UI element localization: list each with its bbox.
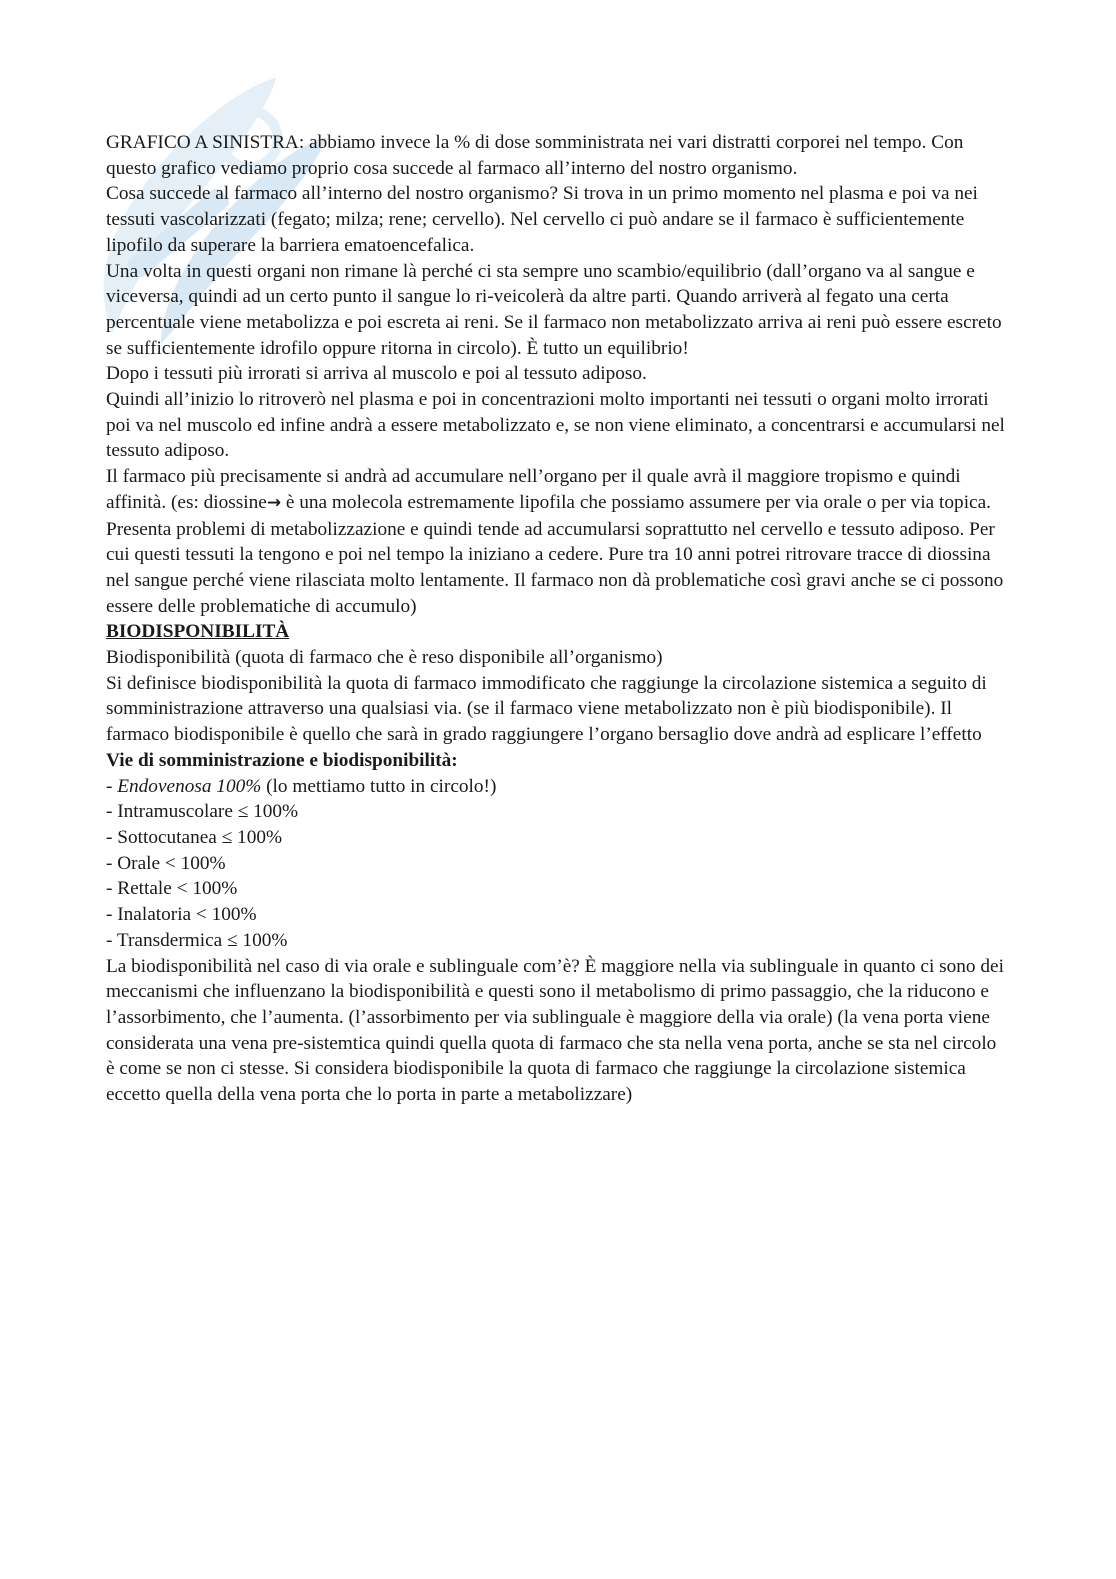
list-item: - Inalatoria < 100%	[106, 904, 257, 926]
list-item	[106, 774, 1006, 800]
diossine-text-after: è una molecola estremamente lipofila che possiamo assumere per via orale o per via topica. Presenta problemi di metabolizzazione e quindi tende ad accumularsi soprattutto nel cervello e tessuto adiposo. Per cui questi tessuti la tengono e poi nel tempo la iniziano a cedere. Pure tra 10 anni potrei ritrovare tracce di diossina nel sangue perché viene rilasciata molto lentamente. Il farmaco non dà problematiche così gravi anche se ci possono essere delle problematiche di accumulo)	[106, 491, 1004, 617]
list-item: - Intramuscolare ≤ 100%	[106, 801, 299, 823]
route-endovenosa-note: (lo mettiamo tutto in circolo!)	[261, 775, 497, 797]
route-dash: -	[106, 775, 118, 797]
section-title-biodisponibilita: BIODISPONIBILITÀ	[106, 621, 290, 643]
paragraph-tessuti-irrorati: Dopo i tessuti più irrorati si arriva al muscolo e poi al tessuto adiposo.	[106, 363, 647, 385]
list-item: - Rettale < 100%	[106, 878, 238, 900]
paragraph-cosa-succede: Cosa succede al farmaco all’interno del nostro organismo? Si trova in un primo momento nel plasma e poi va nei tessuti vascolarizzati (fegato; milza; rene; cervello). Nel cervello ci può andare se il farmaco è sufficientemente lipofilo da superare la barriera ematoencefalica.	[106, 183, 978, 256]
paragraph-equilibrio: Una volta in questi organi non rimane là perché ci sta sempre uno scambio/equilibrio (dall’organo va al sangue e viceversa, quindi ad un certo punto il sangue lo ri-veicolerà da altre parti. Quando arriverà al fegato una certa percentuale viene metabolizza e poi escreta ai reni. Se il farmaco non metabolizzato arriva ai reni può essere escreto se sufficientemente idrofilo oppure ritorna in circolo). È tutto un equilibrio!	[106, 260, 1002, 359]
list-item: - Sottocutanea ≤ 100%	[106, 826, 283, 848]
paragraph-plasma-adiposo: Quindi all’inizio lo ritroverò nel plasma e poi in concentrazioni molto importanti nei tessuti o organi molto irrorati poi va nel muscolo ed infine andrà a essere metabolizzato e, se non viene eliminato, a concentrarsi e accumularsi nel tessuto adiposo.	[106, 389, 1005, 462]
right-arrow-icon: →	[266, 492, 282, 513]
document-page	[106, 130, 1006, 1108]
list-item: - Orale < 100%	[106, 852, 226, 874]
paragraph-grafico-sinistra: GRAFICO A SINISTRA: abbiamo invece la % di dose somministrata nei vari distratti corporei nel tempo. Con questo grafico vediamo proprio cosa succede al farmaco all’interno del nostro organismo.	[106, 132, 964, 179]
routes-heading: Vie di somministrazione e biodisponibilità:	[106, 749, 458, 771]
paragraph-sublinguale: La biodisponibilità nel caso di via orale e sublinguale com’è? È maggiore nella via sublinguale in quanto ci sono dei meccanismi che influenzano la biodisponibilità e questi sono il metabolismo di primo passaggio, che la riducono e l’assorbimento, che l’aumenta. (l’assorbimento per via sublinguale è maggiore della via orale) (la vena porta viene considerata una vena pre-sistemtica quindi quella quota di farmaco che sta nella vena porta, anche se sta nel circolo è come se non ci stesse. Si considera biodisponibile la quota di farmaco che raggiunge la circolazione sistemica eccetto quella della vena porta che lo porta in parte a metabolizzare)	[106, 955, 1004, 1106]
routes-list	[106, 774, 1006, 954]
list-item: - Transdermica ≤ 100%	[106, 929, 288, 951]
paragraph-biodisponibilita-definizione: Si definisce biodisponibilità la quota di farmaco immodificato che raggiunge la circolazione sistemica a seguito di somministrazione attraverso una qualsiasi via. (se il farmaco viene metabolizzato non è più biodisponibile). Il farmaco biodisponibile è quello che sarà in grado raggiungere l’organo bersaglio dove andrà ad esplicare l’effetto	[106, 672, 987, 746]
paragraph-biodisponibilita-definizione-breve: Biodisponibilità (quota di farmaco che è reso disponibile all’organismo)	[106, 647, 663, 669]
paragraph-diossine	[106, 464, 1006, 619]
diossine-text-before: Il farmaco più precisamente si andrà ad accumulare nell’organo per il quale avrà il maggiore tropismo e quindi affinità. (es: diossine	[106, 466, 961, 513]
route-endovenosa: Endovenosa 100%	[117, 775, 262, 797]
